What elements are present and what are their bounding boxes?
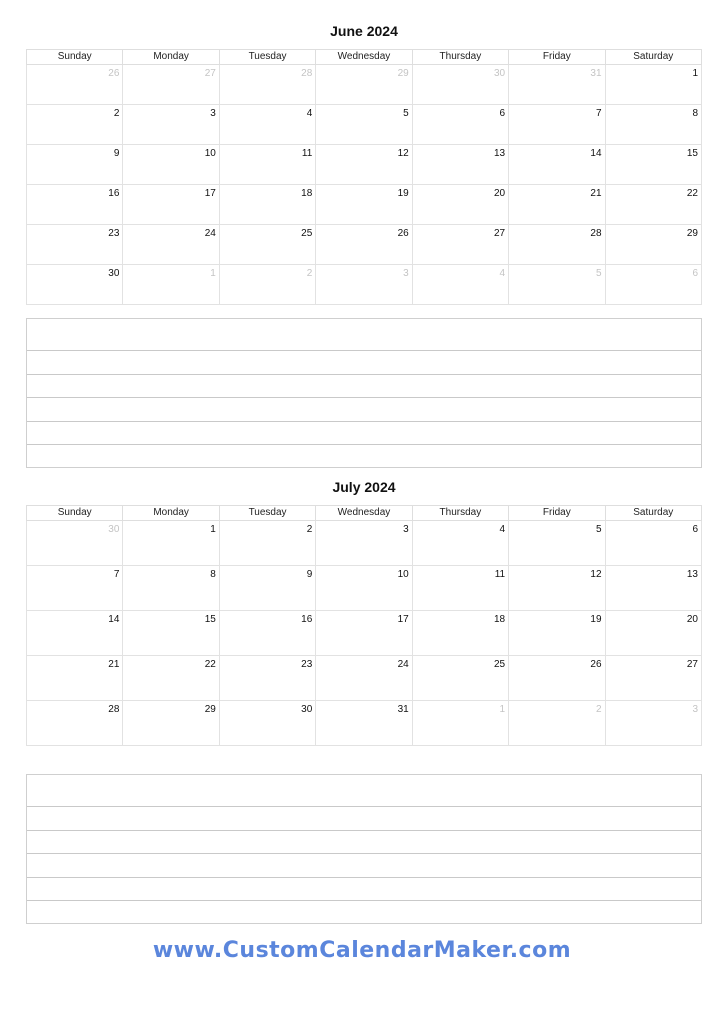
day-number: 19 xyxy=(397,188,409,199)
weekday-header: Friday xyxy=(509,506,605,521)
day-cell xyxy=(412,65,508,105)
day-cell xyxy=(219,185,315,225)
day-cell xyxy=(316,265,412,305)
calendar-grid-july xyxy=(26,505,702,746)
day-number: 3 xyxy=(210,108,216,119)
day-cell xyxy=(509,265,605,305)
week-row xyxy=(27,656,702,701)
note-line xyxy=(27,350,701,351)
day-cell xyxy=(316,701,412,746)
day-cell xyxy=(316,145,412,185)
day-number: 25 xyxy=(301,228,313,239)
day-cell xyxy=(509,185,605,225)
day-number: 2 xyxy=(306,268,313,279)
day-number: 11 xyxy=(301,148,313,159)
day-cell xyxy=(509,611,605,656)
day-cell xyxy=(123,611,219,656)
day-number: 10 xyxy=(204,148,216,159)
day-number: 6 xyxy=(692,524,698,535)
day-number: 15 xyxy=(204,614,216,625)
day-number: 10 xyxy=(397,569,409,580)
day-cell xyxy=(27,185,123,225)
day-number: 2 xyxy=(595,704,602,715)
calendar-body-july xyxy=(27,521,702,746)
day-number: 22 xyxy=(686,188,698,199)
week-row xyxy=(27,145,702,185)
day-number: 11 xyxy=(494,569,506,580)
day-cell xyxy=(316,521,412,566)
day-cell xyxy=(123,521,219,566)
day-cell xyxy=(219,611,315,656)
day-cell xyxy=(605,265,701,305)
day-cell xyxy=(605,225,701,265)
day-number: 3 xyxy=(403,268,409,279)
day-cell xyxy=(316,225,412,265)
day-cell xyxy=(27,225,123,265)
day-cell xyxy=(412,566,508,611)
calendar-body-june xyxy=(27,65,702,305)
day-number: 18 xyxy=(301,188,313,199)
day-cell xyxy=(509,65,605,105)
day-number: 30 xyxy=(301,704,313,715)
day-number: 1 xyxy=(210,524,216,535)
day-cell xyxy=(219,521,315,566)
day-number: 12 xyxy=(397,148,409,159)
day-cell xyxy=(27,145,123,185)
day-number: 19 xyxy=(590,614,602,625)
day-cell xyxy=(316,65,412,105)
day-number: 1 xyxy=(499,704,506,715)
day-number: 30 xyxy=(493,68,506,79)
day-number: 20 xyxy=(686,614,698,625)
day-number: 8 xyxy=(210,569,216,580)
day-number: 26 xyxy=(397,228,409,239)
day-cell xyxy=(412,656,508,701)
note-line xyxy=(27,397,701,398)
day-number: 8 xyxy=(692,108,698,119)
day-number: 15 xyxy=(686,148,698,159)
weekday-header-row xyxy=(27,50,702,65)
day-number: 13 xyxy=(686,569,698,580)
day-cell xyxy=(509,656,605,701)
week-row xyxy=(27,225,702,265)
day-cell xyxy=(605,701,701,746)
day-number: 29 xyxy=(397,68,409,79)
note-line xyxy=(27,421,701,422)
day-cell xyxy=(123,656,219,701)
day-cell xyxy=(27,611,123,656)
day-number: 5 xyxy=(595,524,602,535)
day-number: 3 xyxy=(403,524,409,535)
day-cell xyxy=(509,566,605,611)
day-number: 24 xyxy=(204,228,216,239)
day-cell xyxy=(123,265,219,305)
weekday-header: Thursday xyxy=(412,506,508,521)
day-number: 3 xyxy=(692,704,698,715)
day-number: 12 xyxy=(590,569,602,580)
day-number: 25 xyxy=(493,659,506,670)
day-cell xyxy=(605,566,701,611)
week-row xyxy=(27,265,702,305)
note-line xyxy=(27,830,701,831)
weekday-header-row xyxy=(27,506,702,521)
week-row xyxy=(27,611,702,656)
day-number: 4 xyxy=(499,268,506,279)
day-cell xyxy=(123,566,219,611)
day-number: 31 xyxy=(397,704,409,715)
month-title-june: June 2024 xyxy=(330,23,398,39)
day-cell xyxy=(123,145,219,185)
day-cell xyxy=(219,701,315,746)
note-line xyxy=(27,806,701,807)
day-number: 21 xyxy=(590,188,602,199)
week-row xyxy=(27,521,702,566)
weekday-header: Sunday xyxy=(27,506,123,521)
day-cell xyxy=(509,701,605,746)
day-cell xyxy=(27,105,123,145)
day-number: 9 xyxy=(113,148,120,159)
day-cell xyxy=(219,145,315,185)
day-cell xyxy=(27,656,123,701)
note-line xyxy=(27,444,701,445)
day-number: 5 xyxy=(403,108,409,119)
day-number: 23 xyxy=(108,228,120,239)
day-cell xyxy=(316,656,412,701)
day-cell xyxy=(219,65,315,105)
note-line xyxy=(27,877,701,878)
day-number: 1 xyxy=(692,68,698,79)
day-number: 29 xyxy=(686,228,698,239)
note-line xyxy=(27,374,701,375)
note-line xyxy=(27,853,701,854)
week-row xyxy=(27,65,702,105)
weekday-header: Saturday xyxy=(605,50,701,65)
day-number: 14 xyxy=(108,614,120,625)
day-cell xyxy=(509,105,605,145)
day-number: 28 xyxy=(301,68,313,79)
day-cell xyxy=(27,701,123,746)
weekday-header: Tuesday xyxy=(219,50,315,65)
day-number: 17 xyxy=(204,188,216,199)
day-cell xyxy=(605,105,701,145)
day-cell xyxy=(605,521,701,566)
day-cell xyxy=(605,611,701,656)
day-cell xyxy=(123,225,219,265)
day-number: 29 xyxy=(204,704,216,715)
day-number: 23 xyxy=(301,659,313,670)
day-number: 5 xyxy=(595,268,602,279)
day-number: 27 xyxy=(686,659,698,670)
day-cell xyxy=(219,225,315,265)
week-row xyxy=(27,566,702,611)
week-row xyxy=(27,701,702,746)
note-line xyxy=(27,900,701,901)
day-number: 7 xyxy=(113,569,120,580)
footer-website-link[interactable]: www.CustomCalendarMaker.com xyxy=(152,938,572,963)
weekday-header: Saturday xyxy=(605,506,701,521)
weekday-header: Sunday xyxy=(27,50,123,65)
day-cell xyxy=(316,566,412,611)
day-cell xyxy=(316,611,412,656)
day-cell xyxy=(123,65,219,105)
day-number: 18 xyxy=(493,614,506,625)
day-number: 22 xyxy=(204,659,216,670)
day-number: 28 xyxy=(590,228,602,239)
day-cell xyxy=(605,185,701,225)
weekday-header: Thursday xyxy=(412,50,508,65)
day-cell xyxy=(219,566,315,611)
weekday-header: Monday xyxy=(123,506,219,521)
day-number: 4 xyxy=(306,108,313,119)
day-number: 28 xyxy=(108,704,120,715)
day-number: 26 xyxy=(590,659,602,670)
day-number: 7 xyxy=(595,108,602,119)
day-number: 30 xyxy=(108,268,120,279)
day-cell xyxy=(27,265,123,305)
notes-box-june xyxy=(26,318,702,468)
day-cell xyxy=(412,145,508,185)
day-number: 16 xyxy=(108,188,120,199)
day-cell xyxy=(27,521,123,566)
day-cell xyxy=(316,185,412,225)
day-cell xyxy=(412,225,508,265)
day-number: 17 xyxy=(397,614,409,625)
week-row xyxy=(27,185,702,225)
day-number: 1 xyxy=(210,268,216,279)
weekday-header: Wednesday xyxy=(316,506,412,521)
day-number: 4 xyxy=(499,524,506,535)
day-cell xyxy=(123,185,219,225)
day-cell xyxy=(412,105,508,145)
day-cell xyxy=(605,656,701,701)
day-cell xyxy=(219,105,315,145)
day-number: 13 xyxy=(493,148,506,159)
calendar-grid-june xyxy=(26,49,702,305)
day-number: 20 xyxy=(493,188,506,199)
day-number: 14 xyxy=(590,148,602,159)
day-cell xyxy=(412,185,508,225)
day-number: 6 xyxy=(692,268,698,279)
notes-box-july xyxy=(26,774,702,924)
day-cell xyxy=(605,145,701,185)
day-cell xyxy=(123,105,219,145)
weekday-header: Tuesday xyxy=(219,506,315,521)
day-cell xyxy=(27,65,123,105)
day-cell xyxy=(605,65,701,105)
weekday-header: Monday xyxy=(123,50,219,65)
day-number: 9 xyxy=(306,569,313,580)
day-cell xyxy=(27,566,123,611)
day-cell xyxy=(316,105,412,145)
day-cell xyxy=(509,521,605,566)
day-number: 2 xyxy=(306,524,313,535)
day-number: 6 xyxy=(499,108,506,119)
day-number: 21 xyxy=(108,659,120,670)
day-number: 26 xyxy=(108,68,120,79)
day-number: 30 xyxy=(108,524,120,535)
week-row xyxy=(27,105,702,145)
day-cell xyxy=(412,265,508,305)
day-cell xyxy=(509,145,605,185)
day-number: 27 xyxy=(493,228,506,239)
day-cell xyxy=(123,701,219,746)
day-number: 2 xyxy=(113,108,120,119)
weekday-header: Friday xyxy=(509,50,605,65)
day-number: 27 xyxy=(204,68,216,79)
day-number: 24 xyxy=(397,659,409,670)
day-number: 16 xyxy=(301,614,313,625)
day-cell xyxy=(219,265,315,305)
weekday-header: Wednesday xyxy=(316,50,412,65)
day-cell xyxy=(509,225,605,265)
day-cell xyxy=(412,521,508,566)
day-cell xyxy=(219,656,315,701)
month-title-july: July 2024 xyxy=(332,479,396,495)
day-cell xyxy=(412,701,508,746)
day-number: 31 xyxy=(590,68,602,79)
day-cell xyxy=(412,611,508,656)
